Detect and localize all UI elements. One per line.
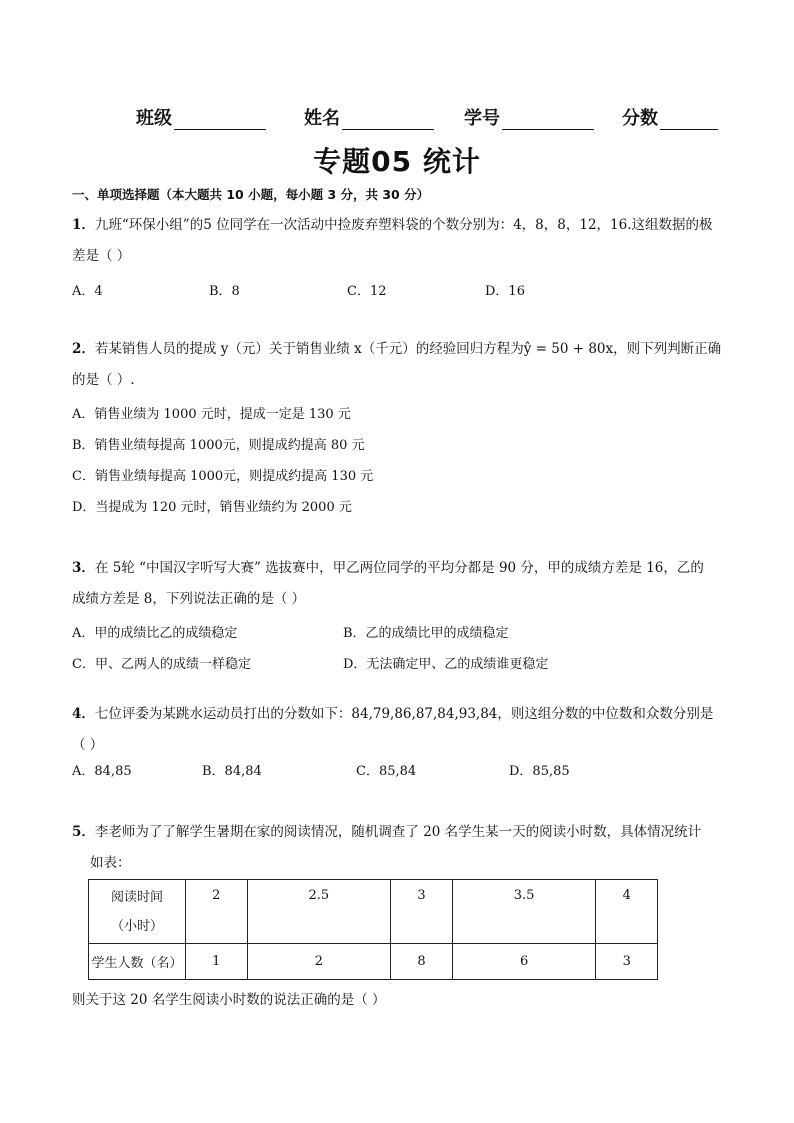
question-2-option-c[interactable]: C．销售业绩每提高 1000元，则提成约提高 130 元 xyxy=(72,469,374,484)
question-4-line-2: （ ） xyxy=(72,737,104,753)
question-2-number: 2． xyxy=(72,341,95,357)
question-1-option-c[interactable]: C．12 xyxy=(347,284,387,299)
name-label: 姓名 xyxy=(304,108,340,129)
table-cell: 8 xyxy=(391,944,453,980)
table-cell: 3.5 xyxy=(452,880,596,944)
table-row-header-students: 学生人数（名） xyxy=(89,944,186,980)
class-label: 班级 xyxy=(136,108,172,129)
question-4-option-c[interactable]: C．85,84 xyxy=(356,764,417,779)
question-1-line-1 xyxy=(72,210,724,241)
question-2-line-1 xyxy=(72,334,724,365)
question-4-line-1 xyxy=(72,699,724,730)
class-blank[interactable] xyxy=(174,111,266,130)
question-4-number: 4． xyxy=(72,706,95,722)
question-3-option-b[interactable]: B．乙的成绩比甲的成绩稳定 xyxy=(343,626,509,641)
question-4-text: 七位评委为某跳水运动员打出的分数如下：84,79,86,87,84,93,84，则这组分数的中位数和众数分别是 xyxy=(94,706,714,722)
question-1-option-b[interactable]: B．8 xyxy=(209,284,240,299)
score-label: 分数 xyxy=(622,108,658,129)
question-1-option-a[interactable]: A．4 xyxy=(72,284,103,299)
table-cell: 2 xyxy=(247,944,391,980)
table-row xyxy=(89,880,658,944)
student-id-blank[interactable] xyxy=(502,111,594,130)
question-3-text: 在 5轮 “中国汉字听写大赛” 选拔赛中，甲乙两位同学的平均分都是 90 分，甲的成绩方差是 16，乙的 xyxy=(94,560,704,576)
question-1-text: 九班“环保小组”的5 位同学在一次活动中捡废弃塑料袋的个数分别为：4，8，8，12，16.这组数据的极 xyxy=(94,217,713,233)
question-2 xyxy=(72,334,724,396)
name-field[interactable] xyxy=(304,104,434,130)
table-header-hours-line-2: （小时） xyxy=(110,918,163,934)
question-3-option-d[interactable]: D．无法确定甲、乙的成绩谁更稳定 xyxy=(343,657,549,672)
question-3-option-a[interactable]: A．甲的成绩比乙的成绩稳定 xyxy=(72,626,238,641)
table-cell: 3 xyxy=(596,944,658,980)
student-info-header xyxy=(136,104,736,130)
table-cell: 3 xyxy=(391,880,453,944)
question-2-option-d[interactable]: D．当提成为 120 元时，销售业绩约为 2000 元 xyxy=(72,500,352,515)
question-4 xyxy=(72,699,724,761)
question-3-line-2: 成绩方差是 8，下列说法正确的是（ ） xyxy=(72,591,306,607)
table-row-header-hours xyxy=(89,880,186,944)
question-3-line-1 xyxy=(72,553,724,584)
question-1 xyxy=(72,210,724,272)
table-cell: 4 xyxy=(596,880,658,944)
table-cell: 2.5 xyxy=(247,880,391,944)
name-blank[interactable] xyxy=(342,111,434,130)
section-heading: 一、单项选择题（本大题共 10 小题，每小题 3 分，共 30 分） xyxy=(72,187,430,202)
table-cell: 1 xyxy=(186,944,248,980)
student-id-field[interactable] xyxy=(464,104,594,130)
question-2-line-2: 的是（ ）. xyxy=(72,372,135,388)
question-4-option-a[interactable]: A．84,85 xyxy=(72,764,132,779)
question-1-option-d[interactable]: D．16 xyxy=(485,284,525,299)
student-id-label: 学号 xyxy=(464,108,500,129)
question-5-line-1 xyxy=(72,817,724,848)
question-5-number: 5． xyxy=(72,824,95,840)
question-4-option-b[interactable]: B．84,84 xyxy=(202,764,262,779)
question-2-option-a[interactable]: A．销售业绩为 1000 元时，提成一定是 130 元 xyxy=(72,407,351,422)
class-field[interactable] xyxy=(136,104,266,130)
question-2-text: 若某销售人员的提成 y（元）关于销售业绩 x（千元）的经验回归方程为ŷ = 50 + 80x，则下列判断正确 xyxy=(94,341,722,357)
question-4-option-d[interactable]: D．85,85 xyxy=(509,764,570,779)
table-cell: 6 xyxy=(452,944,596,980)
question-2-option-b[interactable]: B．销售业绩每提高 1000元，则提成约提高 80 元 xyxy=(72,438,365,453)
question-5 xyxy=(72,817,724,879)
page-title: 专题05 统计 xyxy=(313,145,481,178)
question-5-followup: 则关于这 20 名学生阅读小时数的说法正确的是（ ） xyxy=(72,992,386,1008)
question-3-option-c[interactable]: C．甲、乙两人的成绩一样稳定 xyxy=(72,657,251,672)
question-1-number: 1． xyxy=(72,217,95,233)
question-5-line-2: 如表： xyxy=(90,855,131,871)
score-field[interactable] xyxy=(622,104,718,130)
question-5-text: 李老师为了了解学生暑期在家的阅读情况，随机调查了 20 名学生某一天的阅读小时数，具体情况统计 xyxy=(94,824,702,840)
score-blank[interactable] xyxy=(660,111,718,130)
table-cell: 2 xyxy=(186,880,248,944)
question-3 xyxy=(72,553,724,615)
table-header-hours-line-1: 阅读时间 xyxy=(110,889,163,905)
question-1-line-2: 差是（ ） xyxy=(72,248,131,264)
table-row xyxy=(89,944,658,980)
question-3-number: 3． xyxy=(72,560,95,576)
reading-hours-table xyxy=(88,879,658,980)
